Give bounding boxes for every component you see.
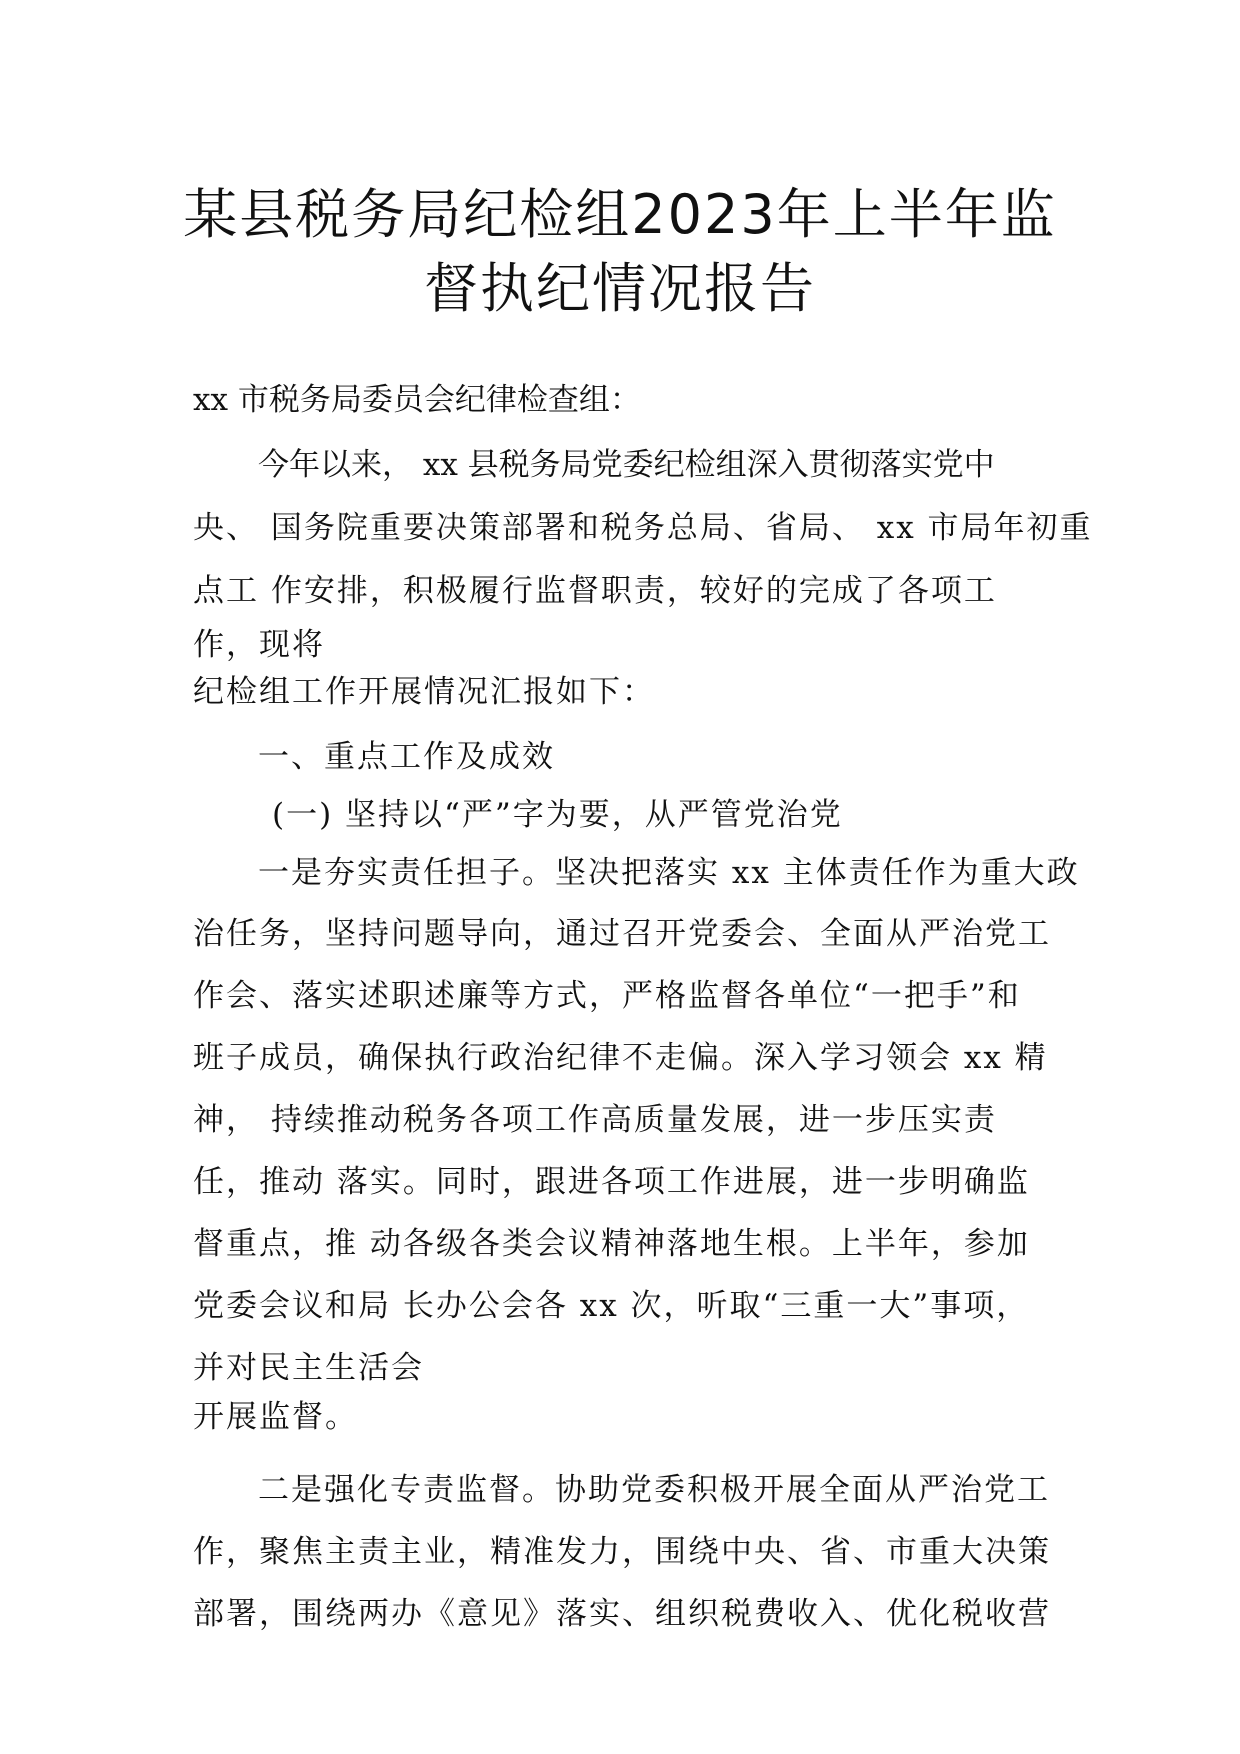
paragraph-line: 作，聚焦主责主业，精准发力，围绕中央、省、市重大决策 [193,1534,1051,1570]
paragraph-line: 神， 持续推动税务各项工作高质量发展，进一步压实责 [193,1102,997,1138]
paragraph-line: 部署，围绕两办《意见》落实、组织税费收入、优化税收营 [193,1596,1051,1632]
section-heading: 一、重点工作及成效 [258,739,555,775]
paragraph-line: 任，推动 落实。同时，跟进各项工作进展，进一步明确监 [193,1164,1030,1200]
paragraph-line: 纪检组工作开展情况汇报如下： [193,674,655,710]
paragraph-line: 督重点，推 动各级各类会议精神落地生根。上半年，参加 [193,1226,1030,1262]
paragraph-line: 班子成员，确保执行政治纪律不走偏。深入学习领会 xx 精 [193,1040,1048,1076]
paragraph-line: 并对民主生活会 [193,1350,424,1386]
document-title-line-2: 督执纪情况报告 [424,257,816,320]
paragraph-line: 作，现将 [193,627,325,663]
paragraph-line: 二是强化专责监督。协助党委积极开展全面从严治党工 [258,1472,1050,1508]
subsection-heading: (一) 坚持以“严”字为要，从严管党治党 [272,797,843,833]
paragraph-line: 一是夯实责任担子。坚决把落实 xx 主体责任作为重大政 [258,855,1080,891]
paragraph-line: 作会、落实述职述廉等方式，严格监督各单位“一把手”和 [193,978,1021,1014]
paragraph-line: 央、 国务院重要决策部署和税务总局、省局、 xx 市局年初重 [193,510,1093,546]
paragraph-line: 党委会议和局 长办公会各 xx 次，听取“三重一大”事项， [193,1288,1030,1324]
paragraph-line: 今年以来， xx 县税务局党委纪检组深入贯彻落实党中 [258,447,995,483]
paragraph-line: 治任务，坚持问题导向，通过召开党委会、全面从严治党工 [193,916,1051,952]
salutation: xx 市税务局委员会纪律检查组： [193,382,641,418]
paragraph-line: 点工 作安排，积极履行监督职责，较好的完成了各项工 [193,573,997,609]
paragraph-line: 开展监督。 [193,1399,358,1435]
document-title-line-1: 某县税务局纪检组2023年上半年监 [183,183,1057,246]
